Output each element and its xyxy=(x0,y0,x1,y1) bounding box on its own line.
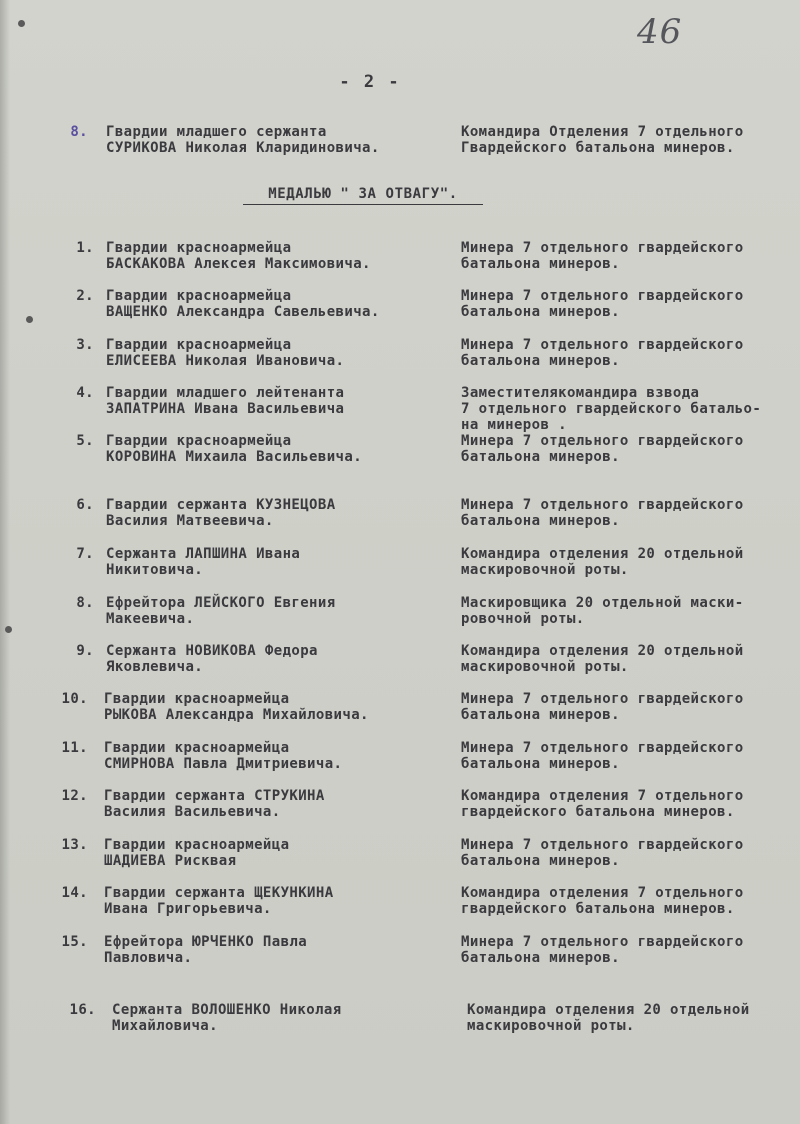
entry-position-line: Минера 7 отдельного гвардейского xyxy=(461,337,744,353)
entry-name-line: Василия Васильевича. xyxy=(104,804,281,820)
page-number: - 2 - xyxy=(339,72,401,92)
entry-number: 6. xyxy=(76,497,94,513)
entry-name-line: Гвардии красноармейца xyxy=(104,837,290,853)
entry-name-line: КОРОВИНА Михаила Васильевича. xyxy=(106,449,363,465)
entry-position-line: гвардейского батальона минеров. xyxy=(461,901,735,917)
entry-position-line: маскировочной роты. xyxy=(461,659,629,675)
entry-number: 14. xyxy=(61,885,88,901)
entry-position-line: маскировочной роты. xyxy=(467,1018,635,1034)
entry-position-line: на минеров . xyxy=(461,417,567,433)
entry-position-line: Маскировщика 20 отдельной маски- xyxy=(461,595,744,611)
entry-name-line: Гвардии красноармейца xyxy=(106,240,292,256)
entry-name-line: Гвардии красноармейца xyxy=(106,337,292,353)
handwritten-page-number: 46 xyxy=(637,12,683,52)
entry-number: 3. xyxy=(76,337,94,353)
entry-position-line: Минера 7 отдельного гвардейского xyxy=(461,934,744,950)
entry-position-line: батальона минеров. xyxy=(461,353,620,369)
entry-name-line: Ивана Григорьевича. xyxy=(104,901,272,917)
entry-name-line: Гвардии красноармейца xyxy=(104,691,290,707)
entry-position-line: Минера 7 отдельного гвардейского xyxy=(461,240,744,256)
entry-position-line: Командира отделения 7 отдельного xyxy=(461,788,744,804)
entry-number: 4. xyxy=(76,385,94,401)
entry-name-line: Никитовича. xyxy=(106,562,204,578)
entry-number: 7. xyxy=(76,546,94,562)
entry-name-line: Яковлевича. xyxy=(106,659,204,675)
entry-name-line: ШАДИЕВА Рисквая xyxy=(104,853,237,869)
entry-position-line: Командира отделения 7 отдельного xyxy=(461,885,744,901)
entry-position-line: Минера 7 отдельного гвардейского xyxy=(461,433,744,449)
entry-number: 15. xyxy=(61,934,88,950)
entry-name-line: БАСКАКОВА Алексея Максимовича. xyxy=(106,256,371,272)
entry-position-line: ровочной роты. xyxy=(461,611,585,627)
entry-name-line: Павловича. xyxy=(104,950,193,966)
entry-name-line: Сержанта НОВИКОВА Федора xyxy=(106,643,318,659)
entry-number: 1. xyxy=(76,240,94,256)
entry-position-line: батальона минеров. xyxy=(461,304,620,320)
entry-number: 2. xyxy=(76,288,94,304)
entry-position-line: 7 отдельного гвардейского батальо- xyxy=(461,401,762,417)
entry-name-line: СМИРНОВА Павла Дмитриевича. xyxy=(104,756,343,772)
entry-name-line: Ефрейтора ЮРЧЕНКО Павла xyxy=(104,934,308,950)
entry-name-line: ВАЩЕНКО Александра Савельевича. xyxy=(106,304,380,320)
entry-name-line: Василия Матвеевича. xyxy=(106,513,274,529)
entry-position-line: Командира отделения 20 отдельной xyxy=(467,1002,750,1018)
entry-position-line: Командира отделения 20 отдельной xyxy=(461,546,744,562)
entry-name-line: Гвардии сержанта ЩЕКУНКИНА xyxy=(104,885,334,901)
entry-position-line: батальона минеров. xyxy=(461,756,620,772)
entry-position-line: Минера 7 отдельного гвардейского xyxy=(461,497,744,513)
entry-number: 9. xyxy=(76,643,94,659)
entry-position-line: батальона минеров. xyxy=(461,256,620,272)
entry-position-line: Командира Отделения 7 отдельного xyxy=(461,124,744,140)
entry-name-line: Сержанта ЛАПШИНА Ивана xyxy=(106,546,301,562)
entry-name-line: Макеевича. xyxy=(106,611,195,627)
entry-position-line: гвардейского батальона минеров. xyxy=(461,804,735,820)
entry-number: 8. xyxy=(70,124,88,140)
entry-position-line: Минера 7 отдельного гвардейского xyxy=(461,740,744,756)
entry-name-line: Гвардии младшего лейтенанта xyxy=(106,385,345,401)
entry-number: 12. xyxy=(61,788,88,804)
punch-hole-mark xyxy=(18,20,25,27)
entry-position-line: батальона минеров. xyxy=(461,853,620,869)
punch-hole-mark xyxy=(26,316,33,323)
entry-name-line: Гвардии младшего сержанта xyxy=(106,124,327,140)
entry-position-line: Командира отделения 20 отдельной xyxy=(461,643,744,659)
entry-name-line: СУРИКОВА Николая Кларидиновича. xyxy=(106,140,380,156)
entry-name-line: Ефрейтора ЛЕЙСКОГО Евгения xyxy=(106,595,336,611)
entry-name-line: Гвардии красноармейца xyxy=(106,288,292,304)
entry-name-line: Сержанта ВОЛОШЕНКО Николая xyxy=(112,1002,342,1018)
entry-number: 13. xyxy=(61,837,88,853)
entry-position-line: Заместителякомандира взвода xyxy=(461,385,700,401)
section-heading: МЕДАЛЬЮ " ЗА ОТВАГУ". xyxy=(243,186,483,205)
entry-position-line: Минера 7 отдельного гвардейского xyxy=(461,837,744,853)
entry-position-line: батальона минеров. xyxy=(461,449,620,465)
entry-number: 8. xyxy=(76,595,94,611)
entry-name-line: Гвардии сержанта СТРУКИНА xyxy=(104,788,325,804)
entry-number: 16. xyxy=(69,1002,96,1018)
entry-name-line: ЗАПАТРИНА Ивана Васильевича xyxy=(106,401,345,417)
punch-hole-mark xyxy=(5,626,12,633)
entry-position-line: Минера 7 отдельного гвардейского xyxy=(461,691,744,707)
entry-name-line: Михайловича. xyxy=(112,1018,218,1034)
entry-name-line: ЕЛИСЕЕВА Николая Ивановича. xyxy=(106,353,345,369)
entry-position-line: маскировочной роты. xyxy=(461,562,629,578)
entry-name-line: Гвардии красноармейца xyxy=(106,433,292,449)
entry-number: 11. xyxy=(61,740,88,756)
entry-position-line: батальона минеров. xyxy=(461,513,620,529)
entry-name-line: Гвардии сержанта КУЗНЕЦОВА xyxy=(106,497,336,513)
entry-position-line: батальона минеров. xyxy=(461,950,620,966)
page-edge-shadow xyxy=(0,0,10,1124)
entry-name-line: РЫКОВА Александра Михайловича. xyxy=(104,707,369,723)
entry-number: 5. xyxy=(76,433,94,449)
entry-position-line: батальона минеров. xyxy=(461,707,620,723)
entry-number: 10. xyxy=(61,691,88,707)
entry-name-line: Гвардии красноармейца xyxy=(104,740,290,756)
entry-position-line: Минера 7 отдельного гвардейского xyxy=(461,288,744,304)
entry-position-line: Гвардейского батальона минеров. xyxy=(461,140,735,156)
